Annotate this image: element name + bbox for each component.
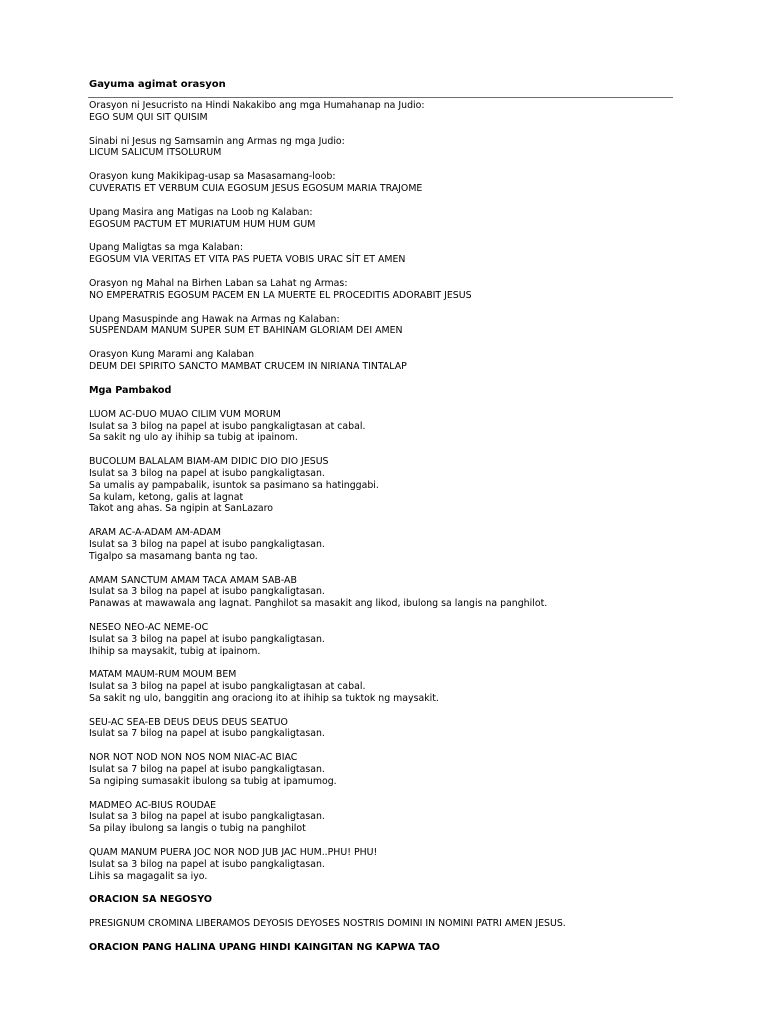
text-line: Sa sakit ng ulo ay ihihip sa tubig at ipainom. (89, 432, 298, 444)
text-line: Isulat sa 3 bilog na papel at isubo pangkaligtasan. (89, 467, 325, 479)
text-paragraph (89, 100, 675, 124)
text-paragraph (89, 278, 675, 302)
document-page (89, 78, 675, 966)
text-line: ARAM AC-A-ADAM AM-ADAM (89, 527, 221, 539)
text-line: MATAM MAUM-RUM MOUM BEM (89, 669, 237, 681)
text-line: Isulat sa 7 bilog na papel at isubo pangkaligtasan. (89, 728, 325, 740)
text-line: Sa kulam, ketong, galis at lagnat (89, 491, 244, 503)
text-line: Ihihip sa maysakit, tubig at ipainom. (89, 645, 261, 657)
text-line: BUCOLUM BALALAM BIAM-AM DIDIC DIO DIO JESUS (89, 456, 329, 468)
text-line: LUOM AC-DUO MUAO CILIM VUM MORUM (89, 408, 281, 420)
text-line: Tigalpo sa masamang banta ng tao. (89, 550, 258, 562)
text-line: Sinabi ni Jesus ng Samsamin ang Armas ng mga Judio: (89, 135, 345, 147)
text-line: DEUM DEI SPIRITO SANCTO MAMBAT CRUCEM IN NIRIANA TINTALAP (89, 360, 407, 372)
text-line: SEU-AC SEA-EB DEUS DEUS DEUS SEATUO (89, 716, 288, 728)
section-heading: ORACION PANG HALINA UPANG HINDI KAINGITAN NG KAPWA TAO (89, 942, 440, 954)
title-divider (88, 97, 673, 98)
text-line: Lihis sa magagalit sa iyo. (89, 870, 208, 882)
text-line: NO EMPERATRIS EGOSUM PACEM EN LA MUERTE EL PROCEDITIS ADORABIT JESUS (89, 289, 472, 301)
text-paragraph (89, 918, 675, 930)
text-paragraph (89, 409, 675, 444)
text-paragraph (89, 752, 675, 787)
text-line: Isulat sa 3 bilog na papel at isubo pangkaligtasan. (89, 538, 325, 550)
text-line: Isulat sa 3 bilog na papel at isubo pangkaligtasan. (89, 811, 325, 823)
text-line: Isulat sa 3 bilog na papel at isubo pangkaligtasan. (89, 586, 325, 598)
text-line: Isulat sa 3 bilog na papel at isubo pangkaligtasan at cabal. (89, 420, 366, 432)
text-line: Orasyon ng Mahal na Birhen Laban sa Lahat ng Armas: (89, 277, 348, 289)
text-paragraph (89, 242, 675, 266)
section-heading: Mga Pambakod (89, 384, 172, 396)
text-line: LICUM SALICUM ITSOLURUM (89, 147, 222, 159)
text-paragraph (89, 349, 675, 373)
text-line: Sa pilay ibulong sa langis o tubig na panghilot (89, 823, 306, 835)
text-line: Takot ang ahas. Sa ngipin at SanLazaro (89, 503, 274, 515)
text-line: MADMEO AC-BIUS ROUDAE (89, 799, 217, 811)
text-line: Panawas at mawawala ang lagnat. Panghilot sa masakit ang likod, ibulong sa langis na panghilot. (89, 598, 548, 610)
text-line: Isulat sa 3 bilog na papel at isubo pangkaligtasan. (89, 858, 325, 870)
text-line: EGO SUM QUI SIT QUISIM (89, 111, 208, 123)
text-line: Sa umalis ay pampabalik, isuntok sa pasimano sa hatinggabi. (89, 479, 379, 491)
text-paragraph (89, 717, 675, 741)
text-line: EGOSUM PACTUM ET MURIATUM HUM HUM GUM (89, 218, 316, 230)
text-line: Isulat sa 3 bilog na papel at isubo pangkaligtasan. (89, 633, 325, 645)
text-paragraph (89, 456, 675, 515)
document-body (89, 100, 675, 954)
text-line: Sa ngiping sumasakit ibulong sa tubig at ipamumog. (89, 775, 337, 787)
text-line: QUAM MANUM PUERA JOC NOR NOD JUB JAC HUM..PHU! PHU! (89, 847, 378, 859)
text-line: SUSPENDAM MANUM SUPER SUM ET BAHINAM GLORIAM DEI AMEN (89, 325, 403, 337)
text-line: NESEO NEO-AC NEME-OC (89, 621, 209, 633)
text-paragraph (89, 847, 675, 882)
text-line: Orasyon kung Makikipag-usap sa Masasamang-loob: (89, 171, 336, 183)
text-line: Orasyon ni Jesucristo na Hindi Nakakibo ang mga Humahanap na Judio: (89, 100, 425, 111)
text-paragraph (89, 207, 675, 231)
text-line: Isulat sa 7 bilog na papel at isubo pangkaligtasan. (89, 764, 325, 776)
text-line: Sa sakit ng ulo, banggitin ang oraciong ito at ihihip sa tuktok ng maysakit. (89, 692, 439, 704)
text-line: EGOSUM VIA VERITAS ET VITA PAS PUETA VOBIS URAC SÍT ET AMEN (89, 254, 406, 266)
text-line: AMAM SANCTUM AMAM TACA AMAM SAB-AB (89, 574, 297, 586)
text-line: CUVERATIS ET VERBUM CUIA EGOSUM JESUS EGOSUM MARIA TRAJOME (89, 182, 423, 194)
text-line: Orasyon Kung Marami ang Kalaban (89, 349, 255, 361)
section-heading: ORACION SA NEGOSYO (89, 894, 213, 906)
text-paragraph (89, 575, 675, 610)
text-line: NOR NOT NOD NON NOS NOM NIAC-AC BIAC (89, 752, 298, 764)
text-paragraph (89, 527, 675, 562)
document-title: Gayuma agimat orasyon (89, 79, 226, 90)
text-paragraph (89, 800, 675, 835)
text-line: Upang Masira ang Matigas na Loob ng Kalaban: (89, 206, 313, 218)
text-paragraph (89, 171, 675, 195)
text-paragraph (89, 314, 675, 338)
text-paragraph (89, 136, 675, 160)
text-line: Upang Maligtas sa mga Kalaban: (89, 242, 244, 254)
text-line: Upang Masuspinde ang Hawak na Armas ng Kalaban: (89, 313, 340, 325)
text-paragraph (89, 669, 675, 704)
text-line: PRESIGNUM CROMINA LIBERAMOS DEYOSIS DEYOSES NOSTRIS DOMINI IN NOMINI PATRI AMEN JESUS. (89, 918, 566, 930)
text-line: Isulat sa 3 bilog na papel at isubo pangkaligtasan at cabal. (89, 681, 366, 693)
text-paragraph (89, 622, 675, 657)
